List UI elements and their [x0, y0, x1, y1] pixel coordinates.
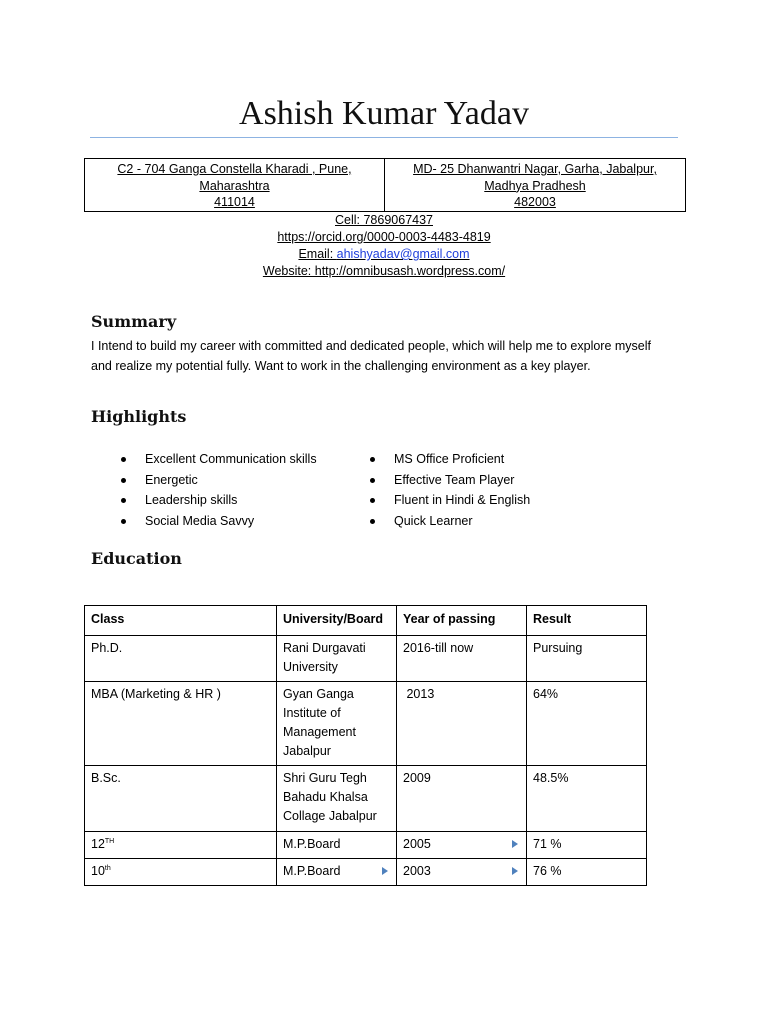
list-item: Excellent Communication skills [121, 449, 351, 470]
class-number: 12 [91, 837, 105, 851]
class-number: 10 [91, 864, 105, 878]
address-table [84, 158, 686, 212]
cell-class: Ph.D. [85, 636, 277, 682]
cell-result: Pursuing [527, 636, 647, 682]
list-item: MS Office Proficient [370, 449, 620, 470]
cell-year: 2013 [397, 682, 527, 766]
list-item: Energetic [121, 470, 351, 491]
table-header-row [85, 606, 647, 636]
table-row [85, 832, 647, 859]
cell-result: 48.5% [527, 766, 647, 832]
cell-result: 76 % [527, 859, 647, 886]
list-item: Fluent in Hindi & English [370, 490, 620, 511]
year-value: 2005 [403, 837, 431, 851]
address-jabalpur [385, 159, 685, 211]
table-row [85, 766, 647, 832]
class-suffix: th [104, 864, 111, 872]
email-link[interactable]: ahishyadav@gmail.com [336, 247, 470, 261]
address-pincode: 482003 [514, 195, 556, 209]
highlights-list-right [370, 449, 620, 532]
cell-board: Shri Guru Tegh Bahadu Khalsa Collage Jabalpur [277, 766, 397, 832]
summary-line: I Intend to build my career with committed and dedicated people, which will help me to explore myself [91, 339, 652, 353]
cell-class [85, 859, 277, 886]
address-line: Maharashtra [199, 178, 270, 193]
cell-year: 2009 [397, 766, 527, 832]
contact-email [0, 246, 768, 263]
play-marker-icon [512, 840, 518, 848]
contact-orcid-link[interactable]: https://orcid.org/0000-0003-4483-4819 [277, 230, 491, 244]
summary-heading: Summary [91, 312, 177, 331]
cell-result: 64% [527, 682, 647, 766]
list-item: Quick Learner [370, 511, 620, 532]
cell-class: B.Sc. [85, 766, 277, 832]
cell-board: Rani Durgavati University [277, 636, 397, 682]
address-line: MD- 25 Dhanwantri Nagar, Garha, Jabalpur, [413, 162, 657, 176]
cell-year [397, 859, 527, 886]
board-value: M.P.Board [283, 864, 341, 878]
address-pune [85, 159, 385, 211]
list-item: Social Media Savvy [121, 511, 351, 532]
table-row [85, 682, 647, 766]
year-value: 2003 [403, 864, 431, 878]
address-pincode: 411014 [214, 195, 255, 209]
highlights-list-left [121, 449, 351, 532]
education-heading: Education [91, 549, 182, 568]
cell-class: MBA (Marketing & HR ) [85, 682, 277, 766]
address-line: C2 - 704 Ganga Constella Kharadi , Pune, [117, 162, 352, 176]
list-item: Effective Team Player [370, 470, 620, 491]
email-label: Email: [298, 247, 337, 261]
cell-class [85, 832, 277, 859]
summary-line: and realize my potential fully. Want to work in the challenging environment as a key player. [91, 359, 591, 373]
highlights-heading: Highlights [91, 407, 187, 426]
column-header: Result [527, 606, 647, 636]
class-suffix: TH [104, 837, 115, 845]
contact-website-link[interactable]: Website: http://omnibusash.wordpress.com/ [262, 264, 506, 278]
cell-year [397, 832, 527, 859]
resume-name: Ashish Kumar Yadav [239, 95, 529, 132]
table-row [85, 636, 647, 682]
column-header: University/Board [277, 606, 397, 636]
address-line: Madhya Pradhesh [484, 178, 586, 193]
cell-year: 2016-till now [397, 636, 527, 682]
header-divider [90, 137, 678, 138]
summary-text [91, 336, 681, 376]
table-row [85, 859, 647, 886]
education-table [84, 605, 647, 886]
play-marker-icon [512, 867, 518, 875]
list-item: Leadership skills [121, 490, 351, 511]
cell-board: Gyan Ganga Institute of Management Jabalpur [277, 682, 397, 766]
contact-cell: Cell: 7869067437 [335, 213, 433, 227]
column-header: Year of passing [397, 606, 527, 636]
cell-board: M.P.Board [277, 832, 397, 859]
column-header: Class [85, 606, 277, 636]
cell-board [277, 859, 397, 886]
cell-result: 71 % [527, 832, 647, 859]
play-marker-icon [382, 867, 388, 875]
